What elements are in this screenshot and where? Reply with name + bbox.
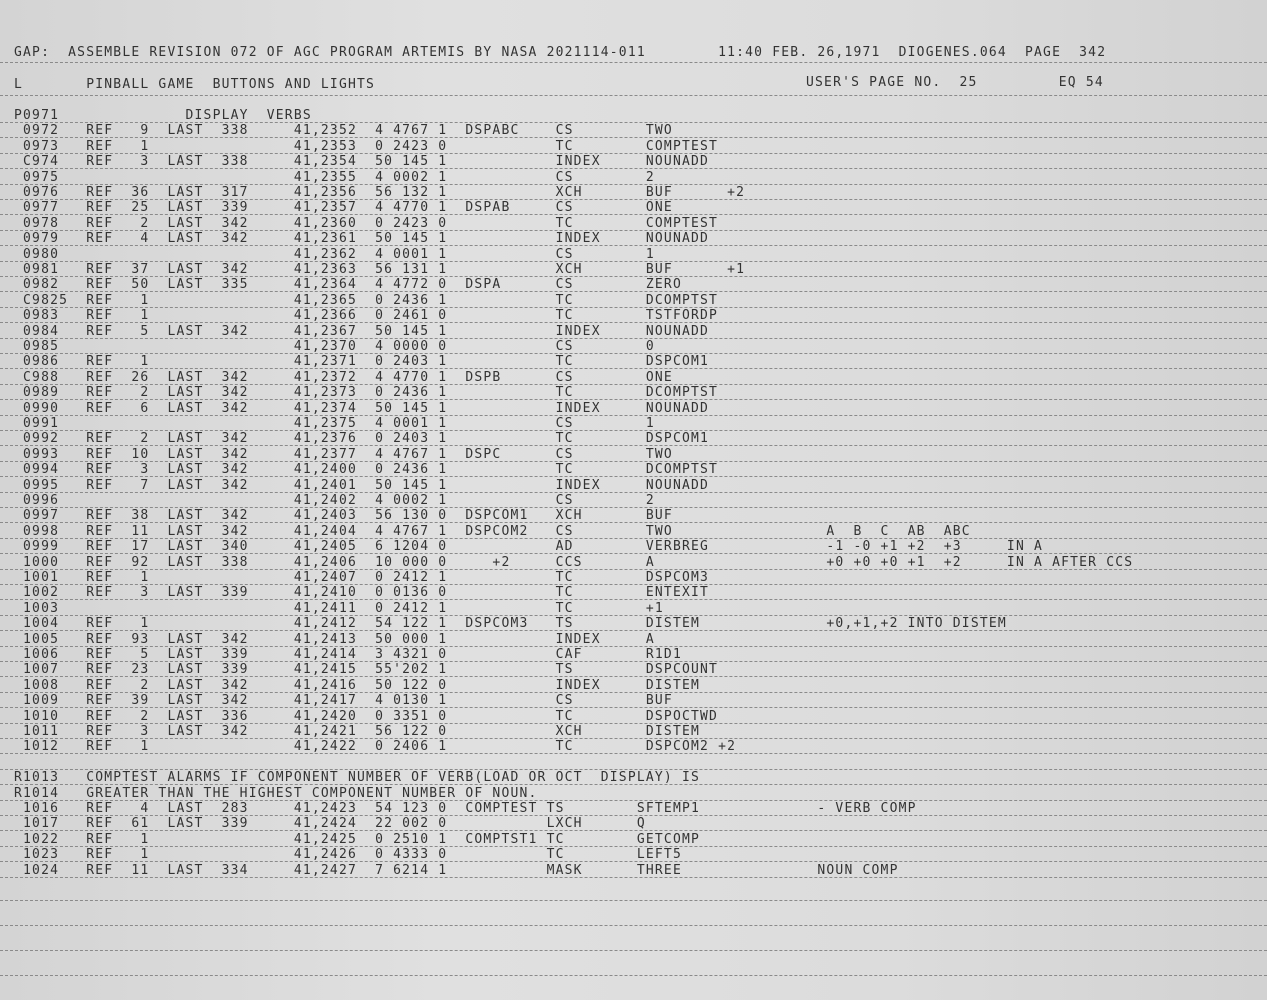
listing-line: R1014 GREATER THAN THE HIGHEST COMPONENT NUMBER OF NOUN. <box>14 785 538 801</box>
listing-line: 1011 REF 3 LAST 342 41,2421 56 122 0 XCH DISTEM <box>14 724 701 739</box>
listing-line: 1023 REF 1 41,2426 0 4333 0 TC LEFT5 <box>14 847 682 863</box>
blank-rule <box>0 975 1267 976</box>
listing-line: 0983 REF 1 41,2366 0 2461 0 TC TSTFORDP <box>14 308 719 324</box>
listing-line: 0985 41,2370 4 0000 0 CS 0 <box>14 339 655 354</box>
listing-line: 0986 REF 1 41,2371 0 2403 1 TC DSPCOM1 <box>14 354 710 370</box>
row-rule <box>0 753 1267 754</box>
listing-line: 0994 REF 3 LAST 342 41,2400 0 2436 1 TC DCOMPTST <box>14 462 719 478</box>
listing-line: 1005 REF 93 LAST 342 41,2413 50 000 1 INDEX A <box>14 631 655 647</box>
listing-line: 1012 REF 1 41,2422 0 2406 1 TC DSPCOM2 +2 <box>14 739 737 755</box>
listing-line: 1024 REF 11 LAST 334 41,2427 7 6214 1 MASK THREE NOUN COMP <box>14 862 899 878</box>
listing-line: R1013 COMPTEST ALARMS IF COMPONENT NUMBER OF VERB(LOAD OR OCT DISPLAY) IS <box>14 770 701 786</box>
blank-rule <box>0 950 1267 951</box>
listing-line: 0995 REF 7 LAST 342 41,2401 50 145 1 INDEX NOUNADD <box>14 477 710 493</box>
header-rule <box>0 62 1267 63</box>
listing-line: 0978 REF 2 LAST 342 41,2360 0 2423 0 TC COMPTEST <box>14 215 719 231</box>
header-subtitle-right: USER'S PAGE NO. 25 EQ 54 <box>806 75 1104 90</box>
listing-line: 1002 REF 3 LAST 339 41,2410 0 0136 0 TC ENTEXIT <box>14 585 710 601</box>
listing-line: C974 REF 3 LAST 338 41,2354 50 145 1 INDEX NOUNADD <box>14 154 710 170</box>
listing-line: 0996 41,2402 4 0002 1 CS 2 <box>14 493 655 508</box>
listing-line: 1022 REF 1 41,2425 0 2510 1 COMPTST1 TC GETCOMP <box>14 831 701 847</box>
listing-line: 1004 REF 1 41,2412 54 122 1 DSPCOM3 TS DISTEM +0,+1,+2 INTO DISTEM <box>14 616 1007 632</box>
listing-line: 1008 REF 2 LAST 342 41,2416 50 122 0 INDEX DISTEM <box>14 677 701 693</box>
listing-line: 0973 REF 1 41,2353 0 2423 0 TC COMPTEST <box>14 138 719 154</box>
blank-rule <box>0 900 1267 901</box>
listing-line: 1016 REF 4 LAST 283 41,2423 54 123 0 COMPTEST TS SFTEMP1 - VERB COMP <box>14 801 917 816</box>
listing-line: 0976 REF 36 LAST 317 41,2356 56 132 1 XCH BUF +2 <box>14 185 746 200</box>
listing-line: 1000 REF 92 LAST 338 41,2406 10 000 0 +2 CCS A +0 +0 +0 +1 +2 IN A AFTER CCS <box>14 554 1134 570</box>
row-rule <box>0 877 1267 878</box>
listing-line: 0991 41,2375 4 0001 1 CS 1 <box>14 416 655 431</box>
listing-line: 0981 REF 37 LAST 342 41,2363 56 131 1 XCH BUF +1 <box>14 262 746 277</box>
listing-line: C988 REF 26 LAST 342 41,2372 4 4770 1 DSPB CS ONE <box>14 369 673 385</box>
listing-line: 0984 REF 5 LAST 342 41,2367 50 145 1 INDEX NOUNADD <box>14 323 710 339</box>
listing-line: 0972 REF 9 LAST 338 41,2352 4 4767 1 DSPABC CS TWO <box>14 123 673 139</box>
header-rule-2 <box>0 95 1267 96</box>
listing-line: 0975 41,2355 4 0002 1 CS 2 <box>14 169 655 185</box>
listing-line: 0999 REF 17 LAST 340 41,2405 6 1204 0 AD VERBREG -1 -0 +1 +2 +3 IN A <box>14 539 1044 555</box>
listing-line: 0980 41,2362 4 0001 1 CS 1 <box>14 246 655 262</box>
listing-line: 0998 REF 11 LAST 342 41,2404 4 4767 1 DSPCOM2 CS TWO A B C AB ABC <box>14 523 971 539</box>
listing-line: 1003 41,2411 0 2412 1 TC +1 <box>14 600 664 616</box>
listing-line: 1006 REF 5 LAST 339 41,2414 3 4321 0 CAF R1D1 <box>14 647 682 662</box>
listing-line: 0993 REF 10 LAST 342 41,2377 4 4767 1 DSPC CS TWO <box>14 446 673 462</box>
listing-line: 0982 REF 50 LAST 335 41,2364 4 4772 0 DSPA CS ZERO <box>14 277 682 293</box>
listing-line: 0977 REF 25 LAST 339 41,2357 4 4770 1 DSPAB CS ONE <box>14 200 673 216</box>
listing-line: 1017 REF 61 LAST 339 41,2424 22 002 0 LXCH Q <box>14 816 646 832</box>
header-subtitle-left: L PINBALL GAME BUTTONS AND LIGHTS <box>14 77 376 92</box>
listing-line: 1010 REF 2 LAST 336 41,2420 0 3351 0 TC DSPOCTWD <box>14 708 719 724</box>
listing-line: 0990 REF 6 LAST 342 41,2374 50 145 1 INDEX NOUNADD <box>14 400 710 416</box>
listing-line: 0992 REF 2 LAST 342 41,2376 0 2403 1 TC DSPCOM1 <box>14 431 710 447</box>
header-title-line: GAP: ASSEMBLE REVISION 072 OF AGC PROGRAM ARTEMIS BY NASA 2021114-011 11:40 FEB. 26,1971 DIOGENES.064 PAGE 342 <box>14 45 1107 60</box>
listing-line: 1009 REF 39 LAST 342 41,2417 4 0130 1 CS BUF <box>14 693 673 709</box>
blank-rule <box>0 925 1267 926</box>
listing-line: P0971 DISPLAY VERBS <box>14 108 312 123</box>
listing-line: 0997 REF 38 LAST 342 41,2403 56 130 0 DSPCOM1 XCH BUF <box>14 508 673 524</box>
listing-line: 0989 REF 2 LAST 342 41,2373 0 2436 1 TC DCOMPTST <box>14 385 719 401</box>
listing-line: 1001 REF 1 41,2407 0 2412 1 TC DSPCOM3 <box>14 570 710 585</box>
listing-line: 1007 REF 23 LAST 339 41,2415 55'202 1 TS DSPCOUNT <box>14 662 719 678</box>
listing-line: 0979 REF 4 LAST 342 41,2361 50 145 1 INDEX NOUNADD <box>14 231 710 247</box>
listing-line: C9825 REF 1 41,2365 0 2436 1 TC DCOMPTST <box>14 292 719 308</box>
